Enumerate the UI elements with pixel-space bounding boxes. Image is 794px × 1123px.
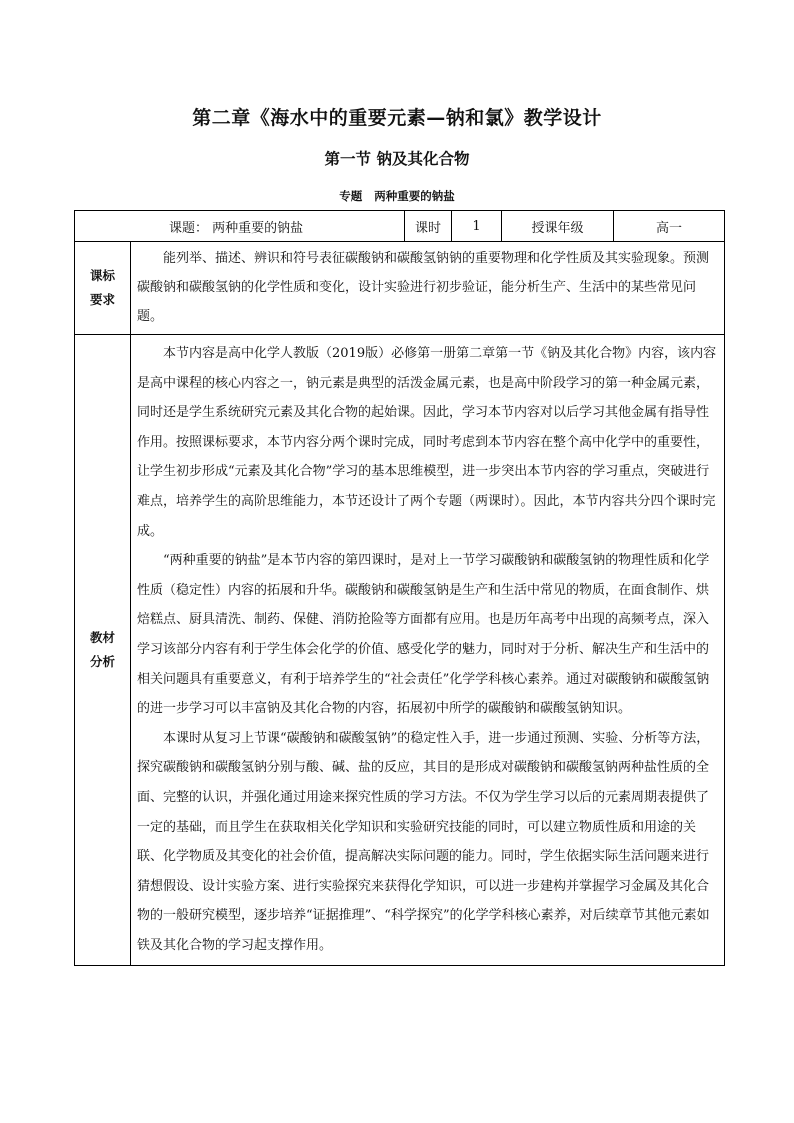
section-heading: 第一节 钠及其化合物: [324, 150, 470, 168]
grade-label: 授课年级: [502, 211, 614, 242]
topic-heading: [0, 188, 794, 204]
analysis-content: [131, 335, 725, 966]
analysis-label-line1: 教材: [89, 630, 115, 646]
period-label: 课时: [405, 211, 452, 242]
grade-value: 高一: [614, 211, 725, 242]
lesson-plan-table: [74, 210, 725, 966]
topic-prefix: 专题: [339, 189, 363, 203]
analysis-row: [75, 335, 725, 966]
analysis-paragraph-1: 本节内容是高中化学人教版（2019版）必修第一册第二章第一节《钠及其化合物》内容，该内容是高中课程的核心内容之一，钠元素是典型的活泼金属元素，也是高中阶段学习的第一种金属元素，同时还是学生系统研究元素及其化合物的起始课。因此，学习本节内容对以后学习其他金属有指导性作用。按照课标要求，本节内容分两个课时完成，同时考虑到本节内容在整个高中化学中的重要性，让学生初步形成“元素及其化合物”学习的基本思维模型，进一步突出本节内容的学习重点，突破进行难点，培养学生的高阶思维能力，本节还设计了两个专题（两课时）。因此，本节内容共分四个课时完成。: [137, 346, 717, 539]
lesson-label: 课题：: [169, 220, 209, 236]
topic-name: 两种重要的钠盐: [374, 189, 455, 203]
standards-row: [75, 242, 725, 335]
standards-label-line2: 要求: [89, 292, 115, 307]
lesson-value: 两种重要的钠盐: [212, 220, 304, 236]
standards-text: 能列举、描述、辨识和符号表征碳酸钠和碳酸氢钠钠的重要物理和化学性质及其实验现象。预测碳酸钠和碳酸氢钠的化学性质和变化，设计实验进行初步验证，能分析生产、生活中的某些常见问题。: [137, 251, 710, 324]
period-value: 1: [452, 211, 502, 242]
document-title: 第二章《海水中的重要元素—钠和氯》教学设计: [192, 107, 602, 129]
header-row: [75, 211, 725, 242]
lesson-cell: [75, 211, 405, 242]
analysis-paragraph-3: 本课时从复习上节课“碳酸钠和碳酸氢钠”的稳定性入手，进一步通过预测、实验、分析等方法，探究碳酸钠和碳酸氢钠分别与酸、碱、盐的反应，其目的是形成对碳酸钠和碳酸氢钠两种盐性质的全面、完整的认识，并强化通过用途来探究性质的学习方法。不仅为学生学习以后的元素周期表提供了一定的基础，而且学生在获取相关化学知识和实验研究技能的同时，可以建立物质性质和用途的关联、化学物质及其变化的社会价值，提高解决实际问题的能力。同时，学生依据实际生活问题来进行猜想假设、设计实验方案、进行实验探究来获得化学知识，可以进一步建构并掌握学习金属及其化合物的一般研究模型，逐步培养“证据推理”、“科学探究”的化学学科核心素养，对后续章节其他元素如铁及其化合物的学习起支撑作用。: [137, 730, 710, 953]
standards-content: [131, 242, 725, 335]
standards-label-line1: 课标: [89, 268, 115, 283]
analysis-label-line2: 分析: [89, 654, 115, 670]
standards-label: [75, 242, 131, 335]
analysis-label: [75, 335, 131, 966]
analysis-paragraph-2: “两种重要的钠盐”是本节内容的第四课时，是对上一节学习碳酸钠和碳酸氢钠的物理性质和化学性质（稳定性）内容的拓展和升华。碳酸钠和碳酸氢钠是生产和生活中常见的物质，在面食制作、烘焙糕点、厨具清洗、制药、保健、消防抢险等方面都有应用。也是历年高考中出现的高频考点，深入学习该部分内容有利于学生体会化学的价值、感受化学的魅力，同时对于分析、解决生产和生活中的相关问题具有重要意义，有利于培养学生的“社会责任”化学学科核心素养。通过对碳酸钠和碳酸氢钠的进一步学习可以丰富钠及其化合物的内容，拓展初中所学的碳酸钠和碳酸氢钠知识。: [137, 553, 710, 717]
